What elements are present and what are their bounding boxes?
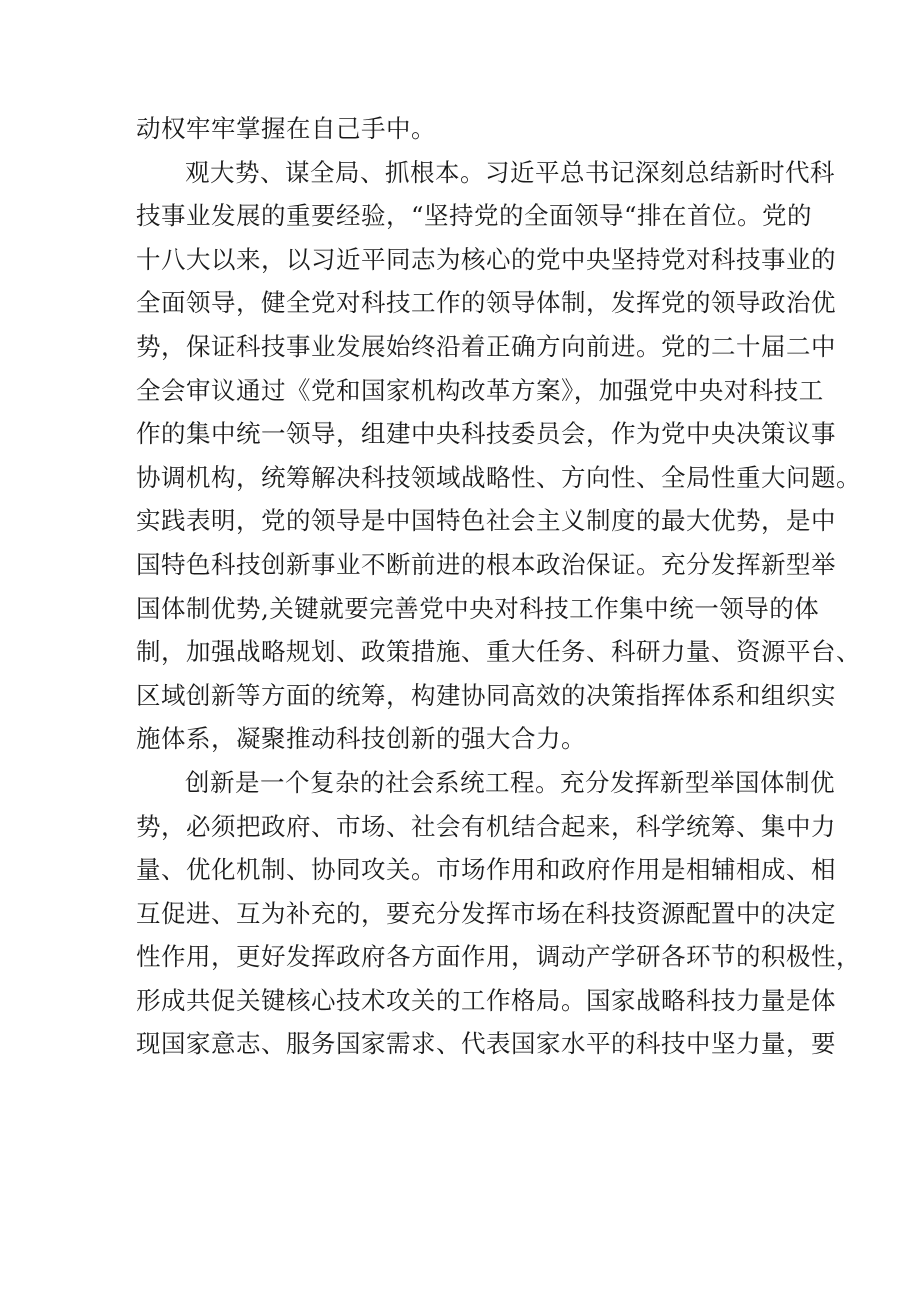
text-line: 制，加强战略规划、政策措施、重大任务、科研力量、资源平台、 <box>136 637 861 667</box>
text-line: 国体制优势,关键就要完善党中央对科技工作集中统一领导的体 <box>136 593 820 623</box>
text-line: 国特色科技创新事业不断前进的根本政治保证。充分发挥新型举 <box>136 549 836 579</box>
text-line: 十八大以来，以习近平同志为核心的党中央坚持党对科技事业的 <box>136 244 836 274</box>
text-line: 性作用，更好发挥政府各方面作用，调动产学研各环节的积极性， <box>136 942 861 972</box>
text-line: 现国家意志、服务国家需求、代表国家水平的科技中坚力量，要 <box>136 1029 836 1059</box>
text-line: 实践表明，党的领导是中国特色社会主义制度的最大优势，是中 <box>136 506 836 536</box>
paragraph-first-line: 观大势、谋全局、抓根本。习近平总书记深刻总结新时代科 <box>185 157 835 187</box>
text-line: 全会审议通过《党和国家机构改革方案》，加强党中央对科技工 <box>136 375 824 405</box>
text-line: 势，必须把政府、市场、社会有机结合起来，科学统筹、集中力 <box>136 811 836 841</box>
text-line: 施体系，凝聚推动科技创新的强大合力。 <box>136 724 586 754</box>
text-line: 量、优化机制、协同攻关。市场作用和政府作用是相辅相成、相 <box>136 855 836 885</box>
body-text <box>136 107 861 1066</box>
text-line: 技事业发展的重要经验，“坚持党的全面领导“排在首位。党的 <box>136 201 813 231</box>
text-line: 形成共促关键核心技术攻关的工作格局。国家战略科技力量是体 <box>136 985 836 1015</box>
text-line: 动权牢牢掌握在自己手中。 <box>136 114 436 143</box>
text-line: 势，保证科技事业发展始终沿着正确方向前进。党的二十届二中 <box>136 331 836 361</box>
text-line: 全面领导，健全党对科技工作的领导体制，发挥党的领导政治优 <box>136 288 836 318</box>
text-line: 作的集中统一领导，组建中央科技委员会，作为党中央决策议事 <box>136 419 836 449</box>
text-line: 区域创新等方面的统筹，构建协同高效的决策指挥体系和组织实 <box>136 680 836 710</box>
paragraph-first-line: 创新是一个复杂的社会系统工程。充分发挥新型举国体制优 <box>185 767 835 797</box>
text-line: 协调机构，统筹解决科技领域战略性、方向性、全局性重大问题。 <box>136 462 861 492</box>
text-line: 互促进、互为补充的，要充分发挥市场在科技资源配置中的决定 <box>136 898 836 928</box>
